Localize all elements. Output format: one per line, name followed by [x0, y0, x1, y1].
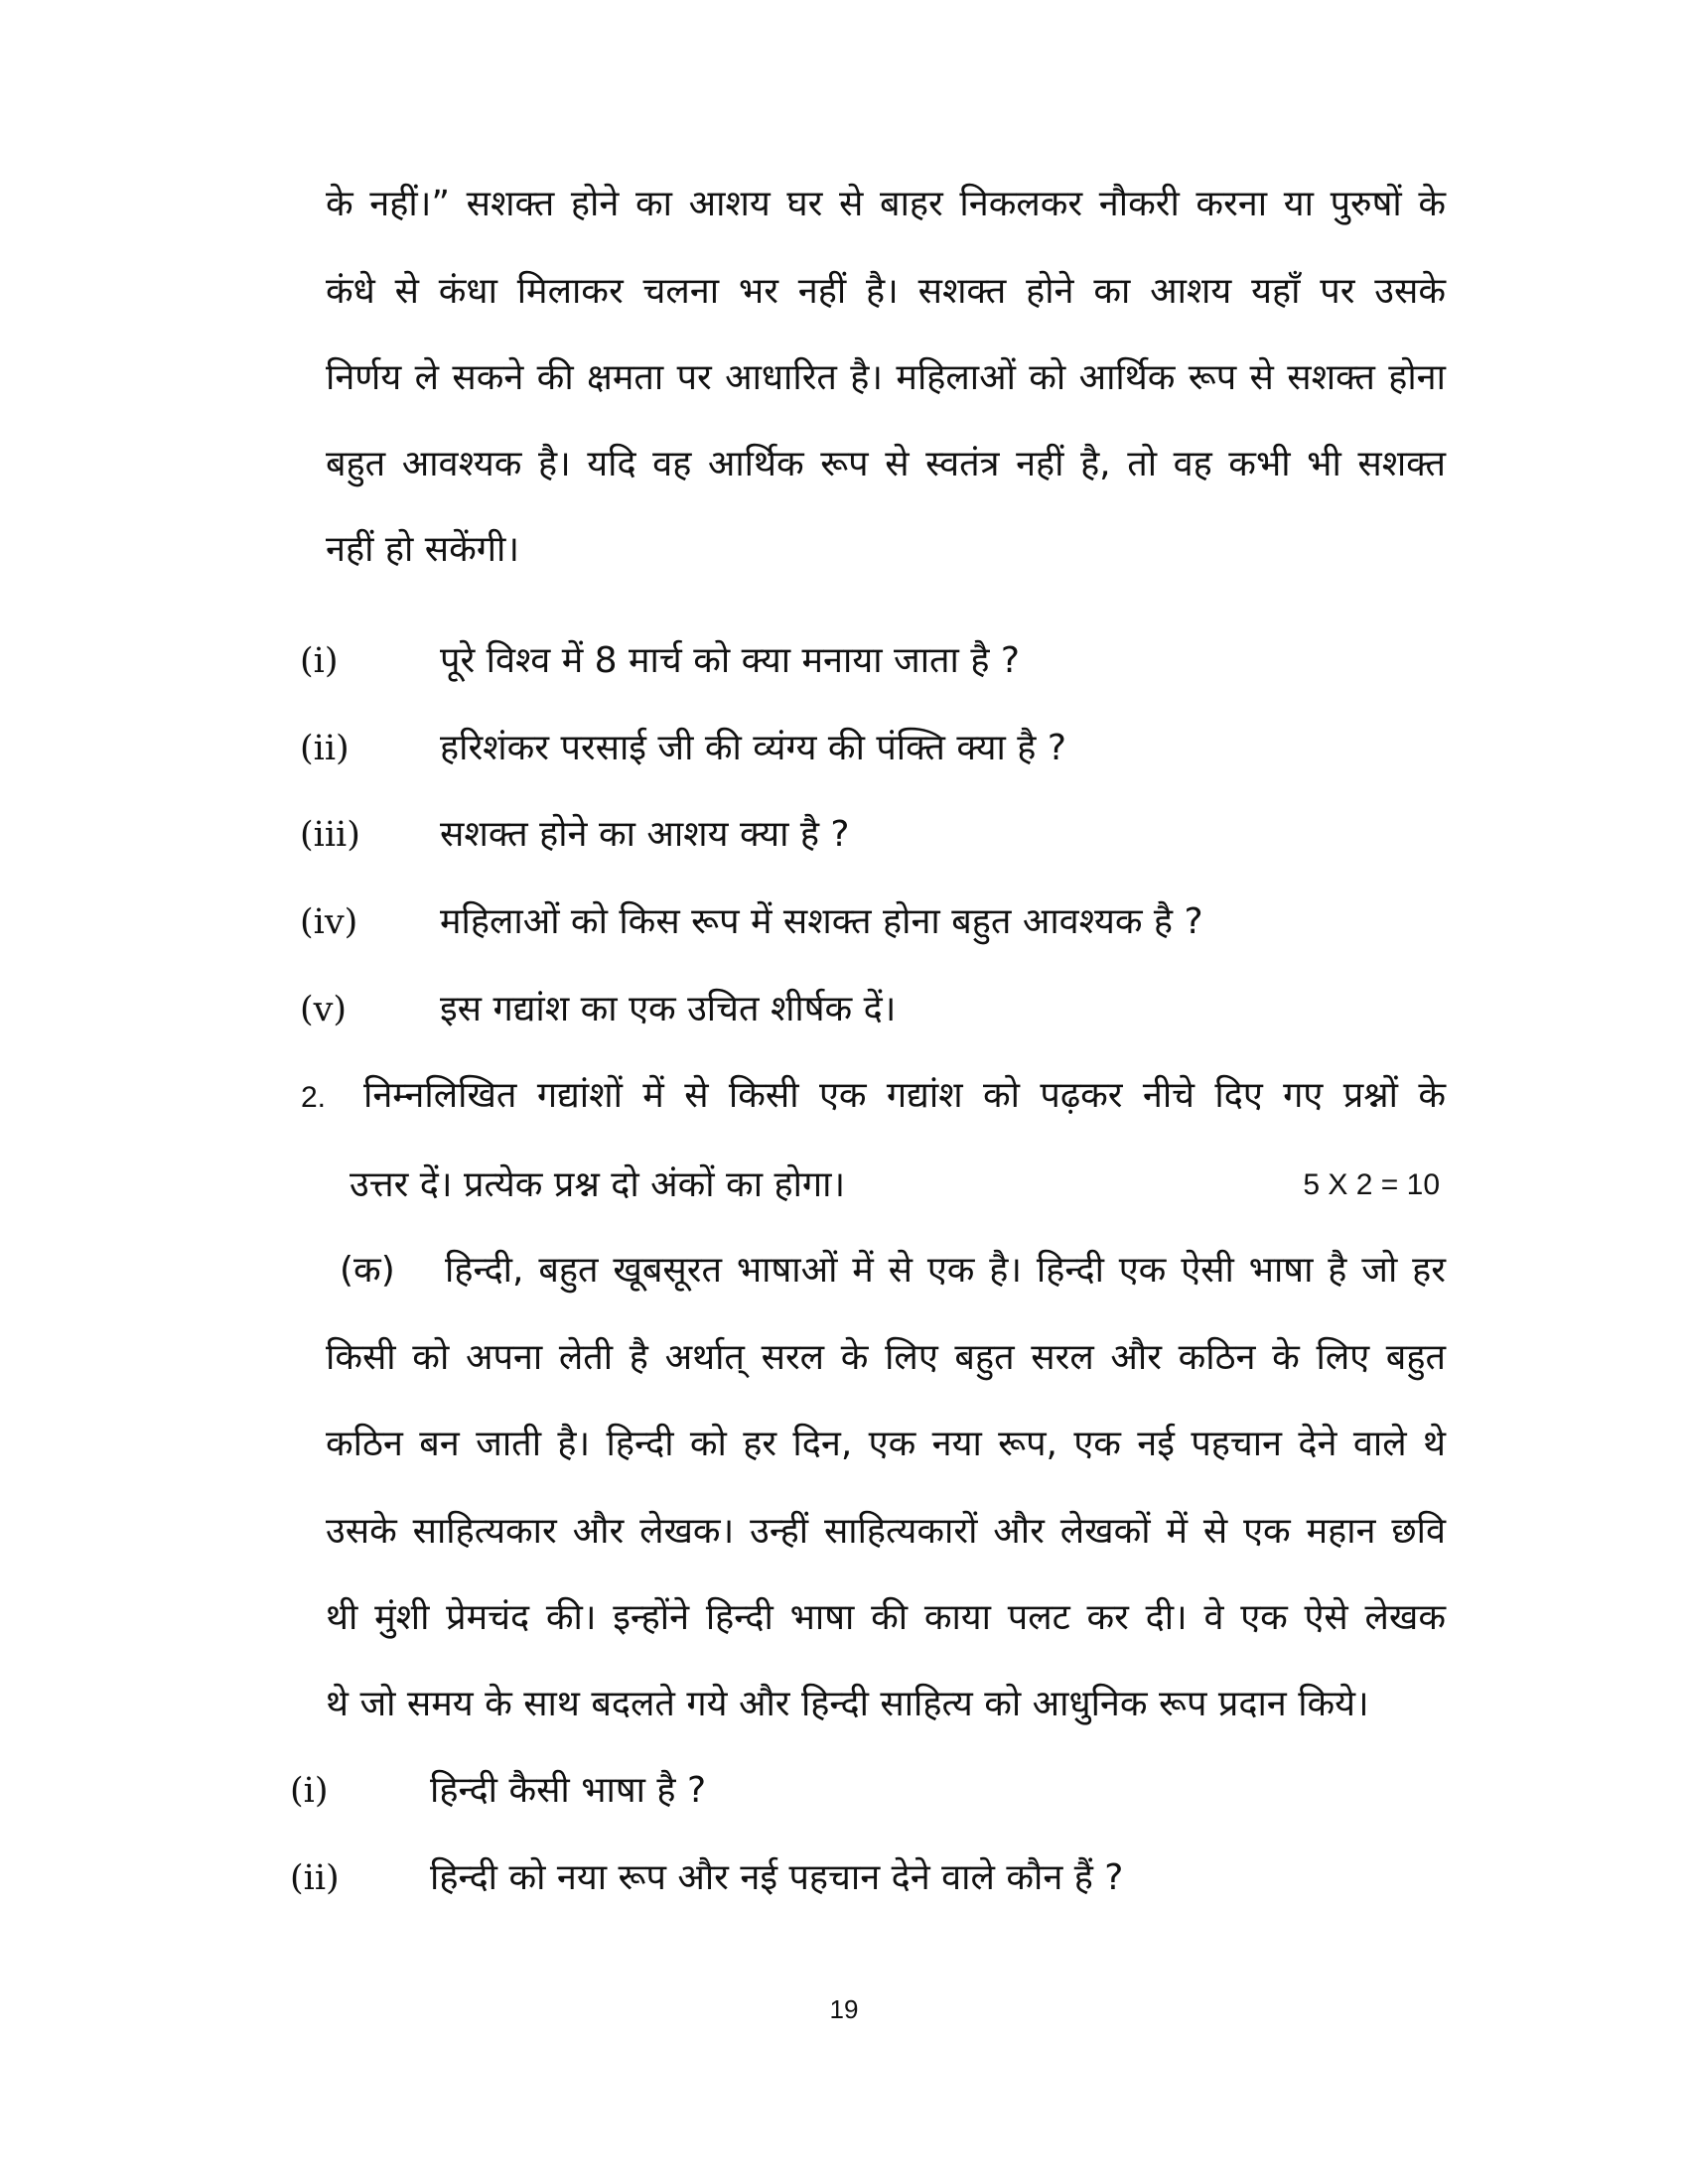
question-number: (iii) — [300, 815, 360, 855]
page-number: 19 — [829, 1994, 859, 2024]
section-instruction: निम्नलिखित गद्यांशों में से किसी एक गद्यांश को पढ़कर नीचे दिए गए प्रश्नों के — [363, 1075, 1446, 1116]
question-text: हरिशंकर परसाई जी की व्यंग्य की पंक्ति क्या है ? — [440, 728, 1066, 768]
passage-2-line: थी मुंशी प्रेमचंद की। इन्होंने हिन्दी भाषा की काया पलट कर दी। वे एक ऐसे लेखक — [326, 1597, 1446, 1638]
passage-1-line: के नहीं।” सशक्त होने का आशय घर से बाहर निकलकर नौकरी करना या पुरुषों के — [326, 184, 1446, 224]
passage-label: (क) — [340, 1250, 395, 1291]
section-instruction: उत्तर दें। प्रत्येक प्रश्न दो अंकों का होगा। — [350, 1164, 846, 1205]
section-number: 2. — [301, 1081, 327, 1114]
passage-2-line: उसके साहित्यकार और लेखक। उन्हीं साहित्यकारों और लेखकों में से एक महान छवि — [326, 1511, 1446, 1552]
passage-2-first-line — [340, 1247, 1446, 1295]
question-number: (i) — [290, 1771, 329, 1811]
question-number: (i) — [300, 641, 339, 681]
question-number: (iv) — [300, 902, 358, 942]
question-text: इस गद्यांश का एक उचित शीर्षक दें। — [440, 989, 897, 1029]
passage-2-line: थे जो समय के साथ बदलते गये और हिन्दी साहित्य को आधुनिक रूप प्रदान किये। — [326, 1684, 1369, 1724]
question-text: पूरे विश्व में 8 मार्च को क्या मनाया जाता है ? — [440, 640, 1020, 681]
question-text: हिन्दी को नया रूप और नई पहचान देने वाले कौन हैं ? — [430, 1857, 1124, 1898]
passage-1-line: बहुत आवश्यक है। यदि वह आर्थिक रूप से स्वतंत्र नहीं है, तो वह कभी भी सशक्त — [326, 444, 1446, 484]
question-number: (ii) — [290, 1858, 340, 1898]
question-text: हिन्दी कैसी भाषा है ? — [430, 1770, 707, 1811]
question-text: महिलाओं को किस रूप में सशक्त होना बहुत आवश्यक है ? — [440, 901, 1203, 942]
passage-2-line: किसी को अपना लेती है अर्थात् सरल के लिए बहुत सरल और कठिन के लिए बहुत — [326, 1337, 1446, 1378]
marks-allocation: 5 X 2 = 10 — [1303, 1168, 1440, 1201]
passage-1-line: निर्णय ले सकने की क्षमता पर आधारित है। महिलाओं को आर्थिक रूप से सशक्त होना — [326, 357, 1446, 398]
passage-2-line: कठिन बन जाती है। हिन्दी को हर दिन, एक नया रूप, एक नई पहचान देने वाले थे — [326, 1424, 1446, 1464]
passage-2-line: हिन्दी, बहुत खूबसूरत भाषाओं में से एक है। हिन्दी एक ऐसी भाषा है जो हर — [445, 1250, 1446, 1291]
passage-1-line: कंधे से कंधा मिलाकर चलना भर नहीं है। सशक्त होने का आशय यहाँ पर उसके — [326, 271, 1446, 312]
passage-1-line: नहीं हो सकेंगी। — [326, 529, 519, 570]
question-number: (ii) — [300, 729, 350, 768]
question-number: (v) — [300, 990, 348, 1029]
question-text: सशक्त होने का आशय क्या है ? — [440, 814, 850, 855]
